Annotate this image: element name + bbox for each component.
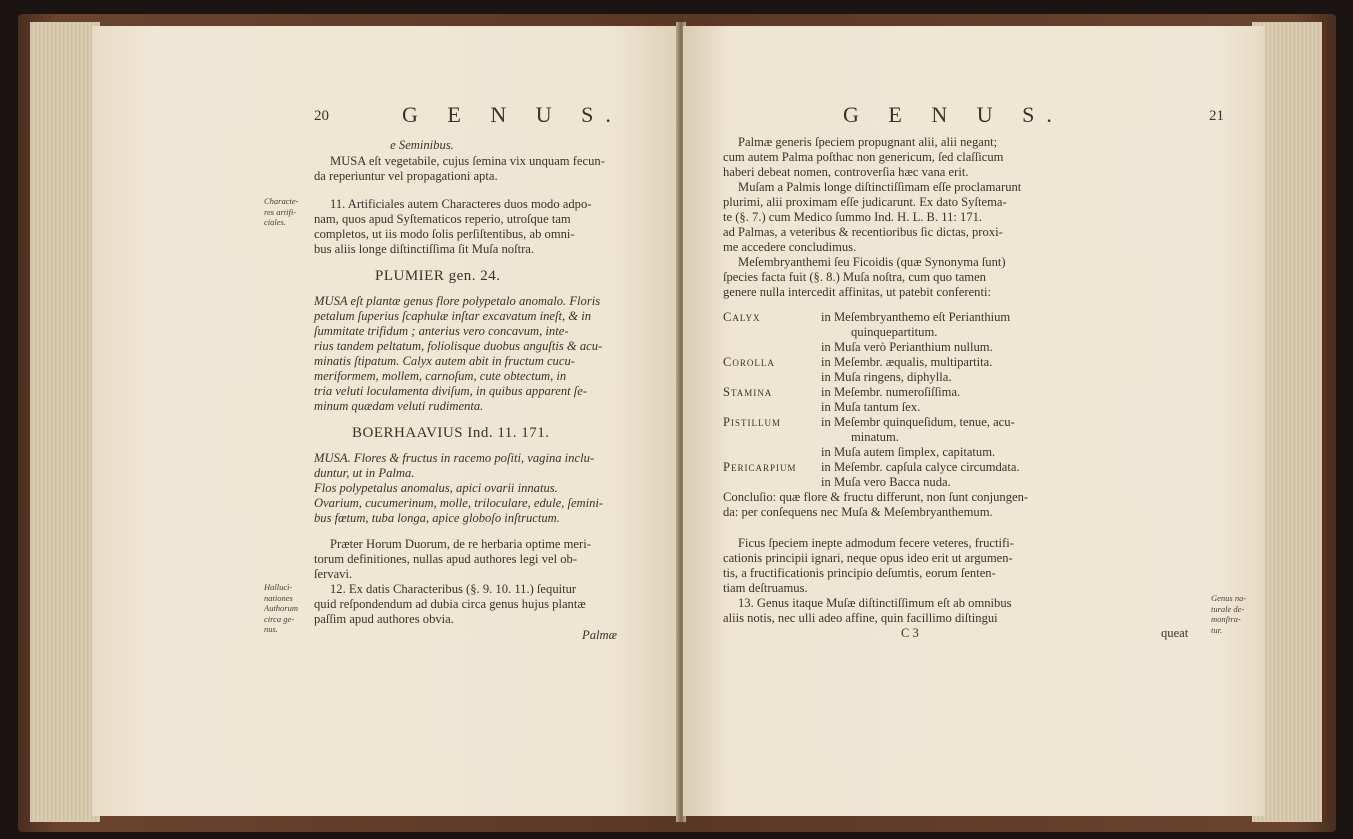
section-heading: PLUMIER gen. 24. [375,268,501,284]
margin-note: Hallucì- nationes Authorum circa ge- nus. [264,582,298,634]
intro-line: MUSA eſt vegetabile, cujus ſemina vix unquam fecun- [330,154,605,168]
page-number: 20 [314,108,329,124]
margin-note: Genus na- turale de- monſtra- tur. [1211,593,1247,635]
margin-note: Characte- res artifi- ciales. [264,196,299,227]
definition-line: meriformem, mollem, carnoſum, cute obtectum, in [314,369,567,383]
para-line: Ficus ſpeciem inepte admodum fecere veteres, fructifi- [738,536,1014,550]
comparison-line: in Muſa verò Perianthium nullum. [821,340,993,354]
para-line: me accedere concludimus. [723,240,857,254]
para-line: 12. Ex datis Characteribus (§. 9. 10. 11.) ſequitur [330,582,577,596]
comparison-line: in Muſa ringens, diphylla. [821,370,952,384]
catchword: queat [1161,626,1189,640]
right-page [683,26,1265,816]
comparison-line: in Meſembr. numeroſiſſima. [821,385,961,399]
definition-line: minatis ſtipatum. Calyx autem abit in fructum cucu- [314,354,575,368]
comparison-line: in Meſembr quinqueſidum, tenue, acu- [821,415,1015,429]
para-line: nam, quos apud Syſtematicos reperio, utroſque tam [314,212,571,226]
comparison-line: in Muſa autem ſimplex, capitatum. [821,445,996,459]
para-line: tis, a fructificationis principio deſumtis, eorum ſenten- [723,566,996,580]
section-heading: BOERHAAVIUS Ind. 11. 171. [352,425,550,441]
para-line: ſervavi. [314,567,353,581]
para-line: haberi debeat nomen, controverſia hæc vana erit. [723,165,969,179]
comparison-label: Calyx [723,310,761,324]
para-line: 13. Genus itaque Muſæ diſtinctiſſimum eſt ab omnibus [738,596,1012,610]
subtitle: e Seminibus. [390,138,454,152]
para-line: 11. Artificiales autem Characteres duos modo adpo- [330,197,592,211]
para-line: Muſam a Palmis longe diſtinctiſſimam eſſe proclamarunt [738,180,1022,194]
comparison-line: in Meſembr. capſula calyce circumdata. [821,460,1020,474]
comparison-label: Corolla [723,355,775,369]
definition-line: ſummitate trifidum ; anterius vero concavum, inte- [314,324,569,338]
para-line: Palmæ generis ſpeciem propugnant alii, alii negant; [738,135,998,149]
definition-line: Flos polypetalus anomalus, apici ovarii innatus. [314,481,558,495]
para-line: Præter Horum Duorum, de re herbaria optime meri- [330,537,591,551]
definition-line: tria veluti loculamenta diviſum, in quibus apparent ſe- [314,384,588,398]
comparison-label: Stamina [723,385,773,399]
comparison-line: in Meſembr. æqualis, multipartita. [821,355,993,369]
comparison-line: minatum. [851,430,899,444]
para-line: ad Palmas, a veteribus & recentioribus ſic dictas, proxi- [723,225,1003,239]
comparison-line: quinquepartitum. [851,325,938,339]
definition-line: duntur, ut in Palma. [314,466,415,480]
left-page [92,26,680,816]
definition-line: bus fœtum, tuba longa, apice globoſo inſtructum. [314,511,560,525]
page-edges-left [30,22,100,822]
para-line: cum autem Palma poſthac non genericum, ſed claſſicum [723,150,1004,164]
comparison-label: Pistillum [723,415,781,429]
para-line: tiam deſtruamus. [723,581,808,595]
running-head: G E N U S. [402,102,623,127]
para-line: genere nulla intercedit affinitas, ut patebit conferenti: [723,285,991,299]
para-line: torum definitiones, nullas apud authores legi vel ob- [314,552,578,566]
definition-line: rius tandem peltatum, foliolisque duobus anguſtis & acu- [314,339,603,353]
intro-line: da reperiuntur vel propagationi apta. [314,169,498,183]
para-line: plurimi, alii proximam eſſe judicarunt. Ex dato Syſtema- [723,195,1007,209]
definition-line: MUSA eſt plantæ genus flore polypetalo anomalo. Floris [314,294,601,308]
para-line: completos, ut iis modo ſolis perſiſtentibus, ab omni- [314,227,575,241]
definition-line: petalum ſuperius ſcaphulæ inſtar excavatum ineſt, & in [314,309,592,323]
definition-line: Ovarium, cucumerinum, molle, triloculare, edule, ſemini- [314,496,604,510]
comparison-line: in Muſa vero Bacca nuda. [821,475,951,489]
conclusion-line: da: per conſequens nec Muſa & Meſembryanthemum. [723,505,993,519]
catchword: Palmæ [582,628,617,642]
para-line: quid reſpondendum ad dubia circa genus hujus plantæ [314,597,586,611]
definition-line: minum quædam veluti rudimenta. [314,399,484,413]
page-number: 21 [1209,108,1224,124]
signature-mark: C 3 [901,626,919,640]
para-line: cationis principii ignari, neque opus ideo erit ut argumen- [723,551,1013,565]
comparison-line: in Muſa tantum ſex. [821,400,921,414]
definition-line: MUSA. Flores & fructus in racemo poſiti, vagina inclu- [314,451,595,465]
comparison-line: in Meſembryanthemo eſt Perianthium [821,310,1011,324]
para-line: ſpecies facta fuit (§. 8.) Muſa noſtra, cum quo tamen [723,270,986,284]
conclusion-line: Concluſio: quæ flore & fructu differunt, non ſunt conjungen- [723,490,1029,504]
comparison-label: Pericarpium [723,460,797,474]
para-line: paſſim apud authores obvia. [314,612,454,626]
para-line: te (§. 7.) cum Medico ſummo Ind. H. L. B. 11: 171. [723,210,983,224]
running-head: G E N U S. [843,102,1064,127]
para-line: Meſembryanthemi ſeu Ficoidis (quæ Synonyma ſunt) [738,255,1006,269]
para-line: bus aliis longe diſtinctiſſima ſit Muſa noſtra. [314,242,535,256]
para-line: aliis notis, nec ulli adeo affine, quin facillimo diſtingui [723,611,998,625]
